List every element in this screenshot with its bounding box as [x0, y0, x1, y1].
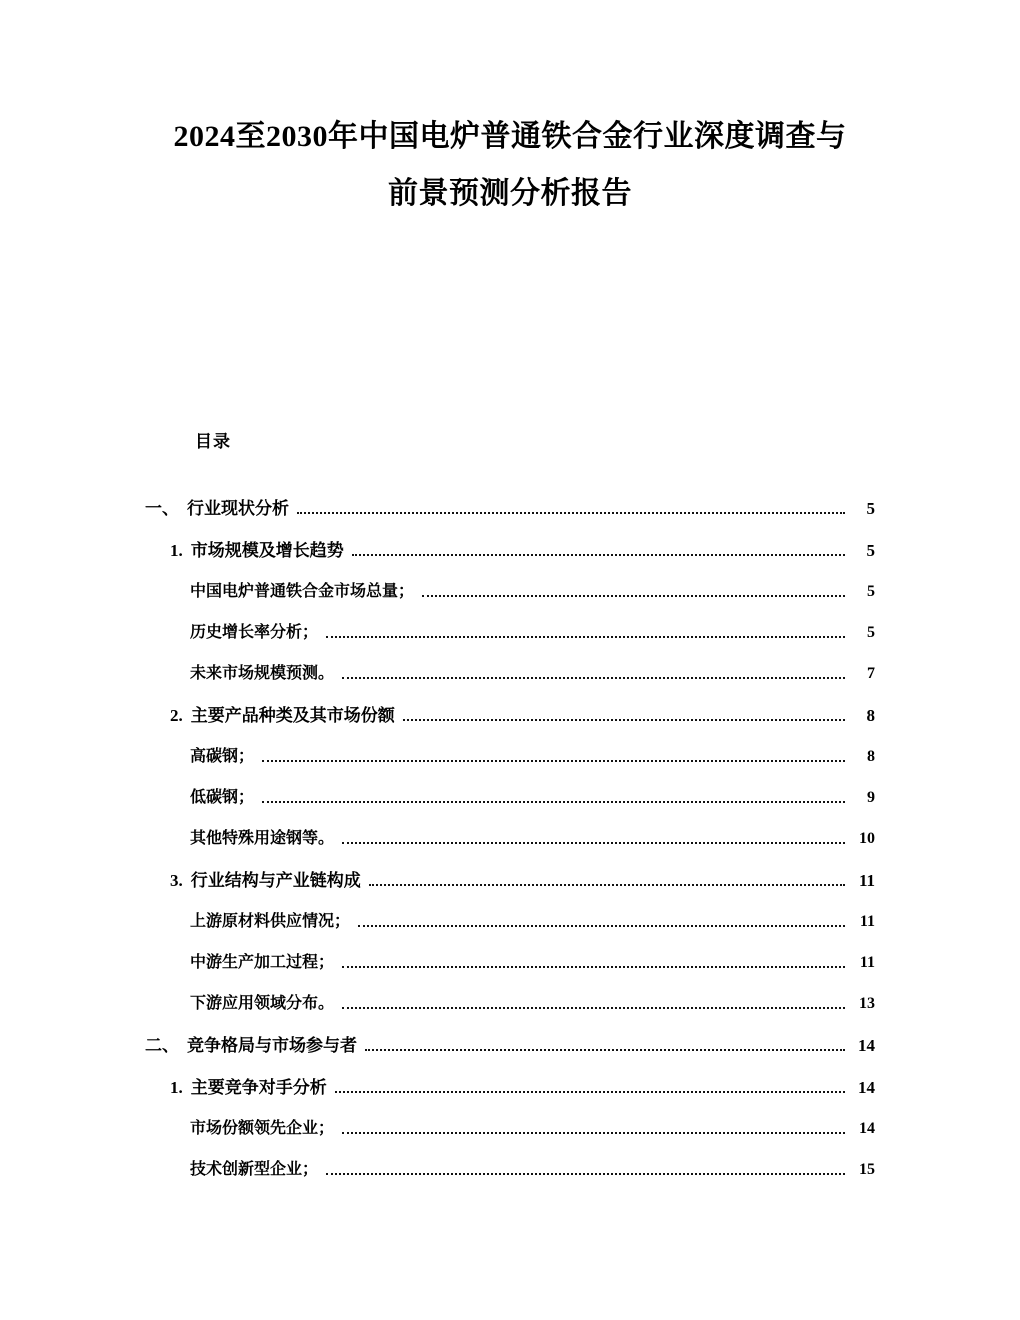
toc-leader-dots — [326, 635, 845, 638]
page-title — [0, 108, 1020, 222]
toc-leader-dots — [297, 511, 845, 514]
toc-entry-label: 高碳钢； — [190, 748, 255, 765]
toc-leader-dots — [262, 759, 845, 762]
toc-leader-dots — [342, 841, 845, 844]
toc-entry-label: 市场份额领先企业； — [190, 1120, 335, 1137]
toc-leader-dots — [352, 553, 845, 556]
toc-entry[interactable] — [145, 996, 875, 1012]
toc-entry[interactable] — [145, 1037, 875, 1054]
toc-entry-label: 其他特殊用途钢等。 — [190, 830, 335, 847]
toc-leader-dots — [365, 1048, 845, 1051]
toc-entry-page-number: 8 — [867, 748, 875, 765]
toc-entry[interactable] — [145, 1079, 875, 1096]
toc-leader-dots — [422, 594, 845, 597]
toc-entry-prefix: 1. — [170, 541, 183, 560]
toc-entry-page-number: 7 — [867, 665, 875, 682]
toc-entry-page-number: 11 — [858, 871, 875, 890]
toc-entry-label: 行业现状分析 — [187, 499, 289, 518]
toc-entry-label: 低碳钢； — [190, 789, 255, 806]
toc-leader-dots — [342, 676, 845, 679]
toc-entry-page-number: 5 — [866, 499, 875, 518]
toc-entry[interactable] — [145, 749, 875, 765]
toc-entry-page-number: 8 — [866, 706, 875, 725]
toc-entry[interactable] — [145, 500, 875, 517]
toc-entry[interactable] — [145, 625, 875, 641]
toc-entry[interactable] — [145, 707, 875, 724]
toc-entry-label: 未来市场规模预测。 — [190, 665, 335, 682]
toc-entry-label: 竞争格局与市场参与者 — [187, 1036, 357, 1055]
toc-entry-label: 市场规模及增长趋势 — [190, 541, 344, 560]
toc-entry-prefix: 1. — [170, 1078, 183, 1097]
toc-entry-page-number: 10 — [859, 830, 875, 847]
toc-entry[interactable] — [145, 790, 875, 806]
toc-entry-label: 中国电炉普通铁合金市场总量； — [190, 583, 415, 600]
toc-leader-dots — [342, 1006, 845, 1009]
title-line-1: 2024至2030年中国电炉普通铁合金行业深度调查与 — [173, 120, 847, 153]
toc-entry[interactable] — [145, 1121, 875, 1137]
toc-leader-dots — [342, 965, 845, 968]
toc-entry[interactable] — [145, 831, 875, 847]
title-line-2: 前景预测分析报告 — [388, 177, 632, 210]
toc-entry-page-number: 14 — [858, 1036, 875, 1055]
toc-entry-label: 历史增长率分析； — [190, 624, 319, 641]
toc-entry-page-number: 5 — [866, 541, 875, 560]
toc-entry-page-number: 15 — [859, 1161, 875, 1178]
toc-leader-dots — [342, 1131, 845, 1134]
toc-entry-page-number: 11 — [859, 913, 875, 930]
toc-entry[interactable] — [145, 955, 875, 971]
toc-entry-page-number: 9 — [867, 789, 875, 806]
toc-entry-prefix: 2. — [170, 706, 183, 725]
toc-entry-label: 主要竞争对手分析 — [190, 1078, 327, 1097]
table-of-contents — [0, 500, 1020, 1178]
toc-entry-label: 上游原材料供应情况； — [190, 913, 351, 930]
toc-entry-label: 主要产品种类及其市场份额 — [190, 706, 395, 725]
toc-entry[interactable] — [145, 666, 875, 682]
toc-entry-label: 技术创新型企业； — [190, 1161, 319, 1178]
toc-leader-dots — [369, 883, 845, 886]
toc-entry[interactable] — [145, 872, 875, 889]
toc-leader-dots — [335, 1090, 845, 1093]
toc-entry-prefix: 一、 — [145, 499, 179, 518]
toc-entry-prefix: 二、 — [145, 1036, 179, 1055]
toc-leader-dots — [358, 924, 845, 927]
toc-entry-label: 下游应用领域分布。 — [190, 995, 335, 1012]
toc-entry-page-number: 14 — [858, 1078, 875, 1097]
toc-leader-dots — [403, 718, 845, 721]
toc-entry-label: 中游生产加工过程； — [190, 954, 335, 971]
toc-entry-page-number: 5 — [867, 583, 875, 600]
toc-entry-page-number: 13 — [859, 995, 875, 1012]
toc-entry[interactable] — [145, 1162, 875, 1178]
toc-entry-label: 行业结构与产业链构成 — [190, 871, 361, 890]
toc-entry-page-number: 14 — [859, 1120, 875, 1137]
toc-entry-prefix: 3. — [170, 871, 183, 890]
toc-leader-dots — [262, 800, 845, 803]
toc-entry[interactable] — [145, 584, 875, 600]
toc-entry-page-number: 11 — [859, 954, 875, 971]
toc-heading: 目录 — [195, 432, 231, 451]
toc-entry[interactable] — [145, 914, 875, 930]
toc-entry[interactable] — [145, 542, 875, 559]
toc-leader-dots — [326, 1172, 845, 1175]
toc-entry-page-number: 5 — [867, 624, 875, 641]
